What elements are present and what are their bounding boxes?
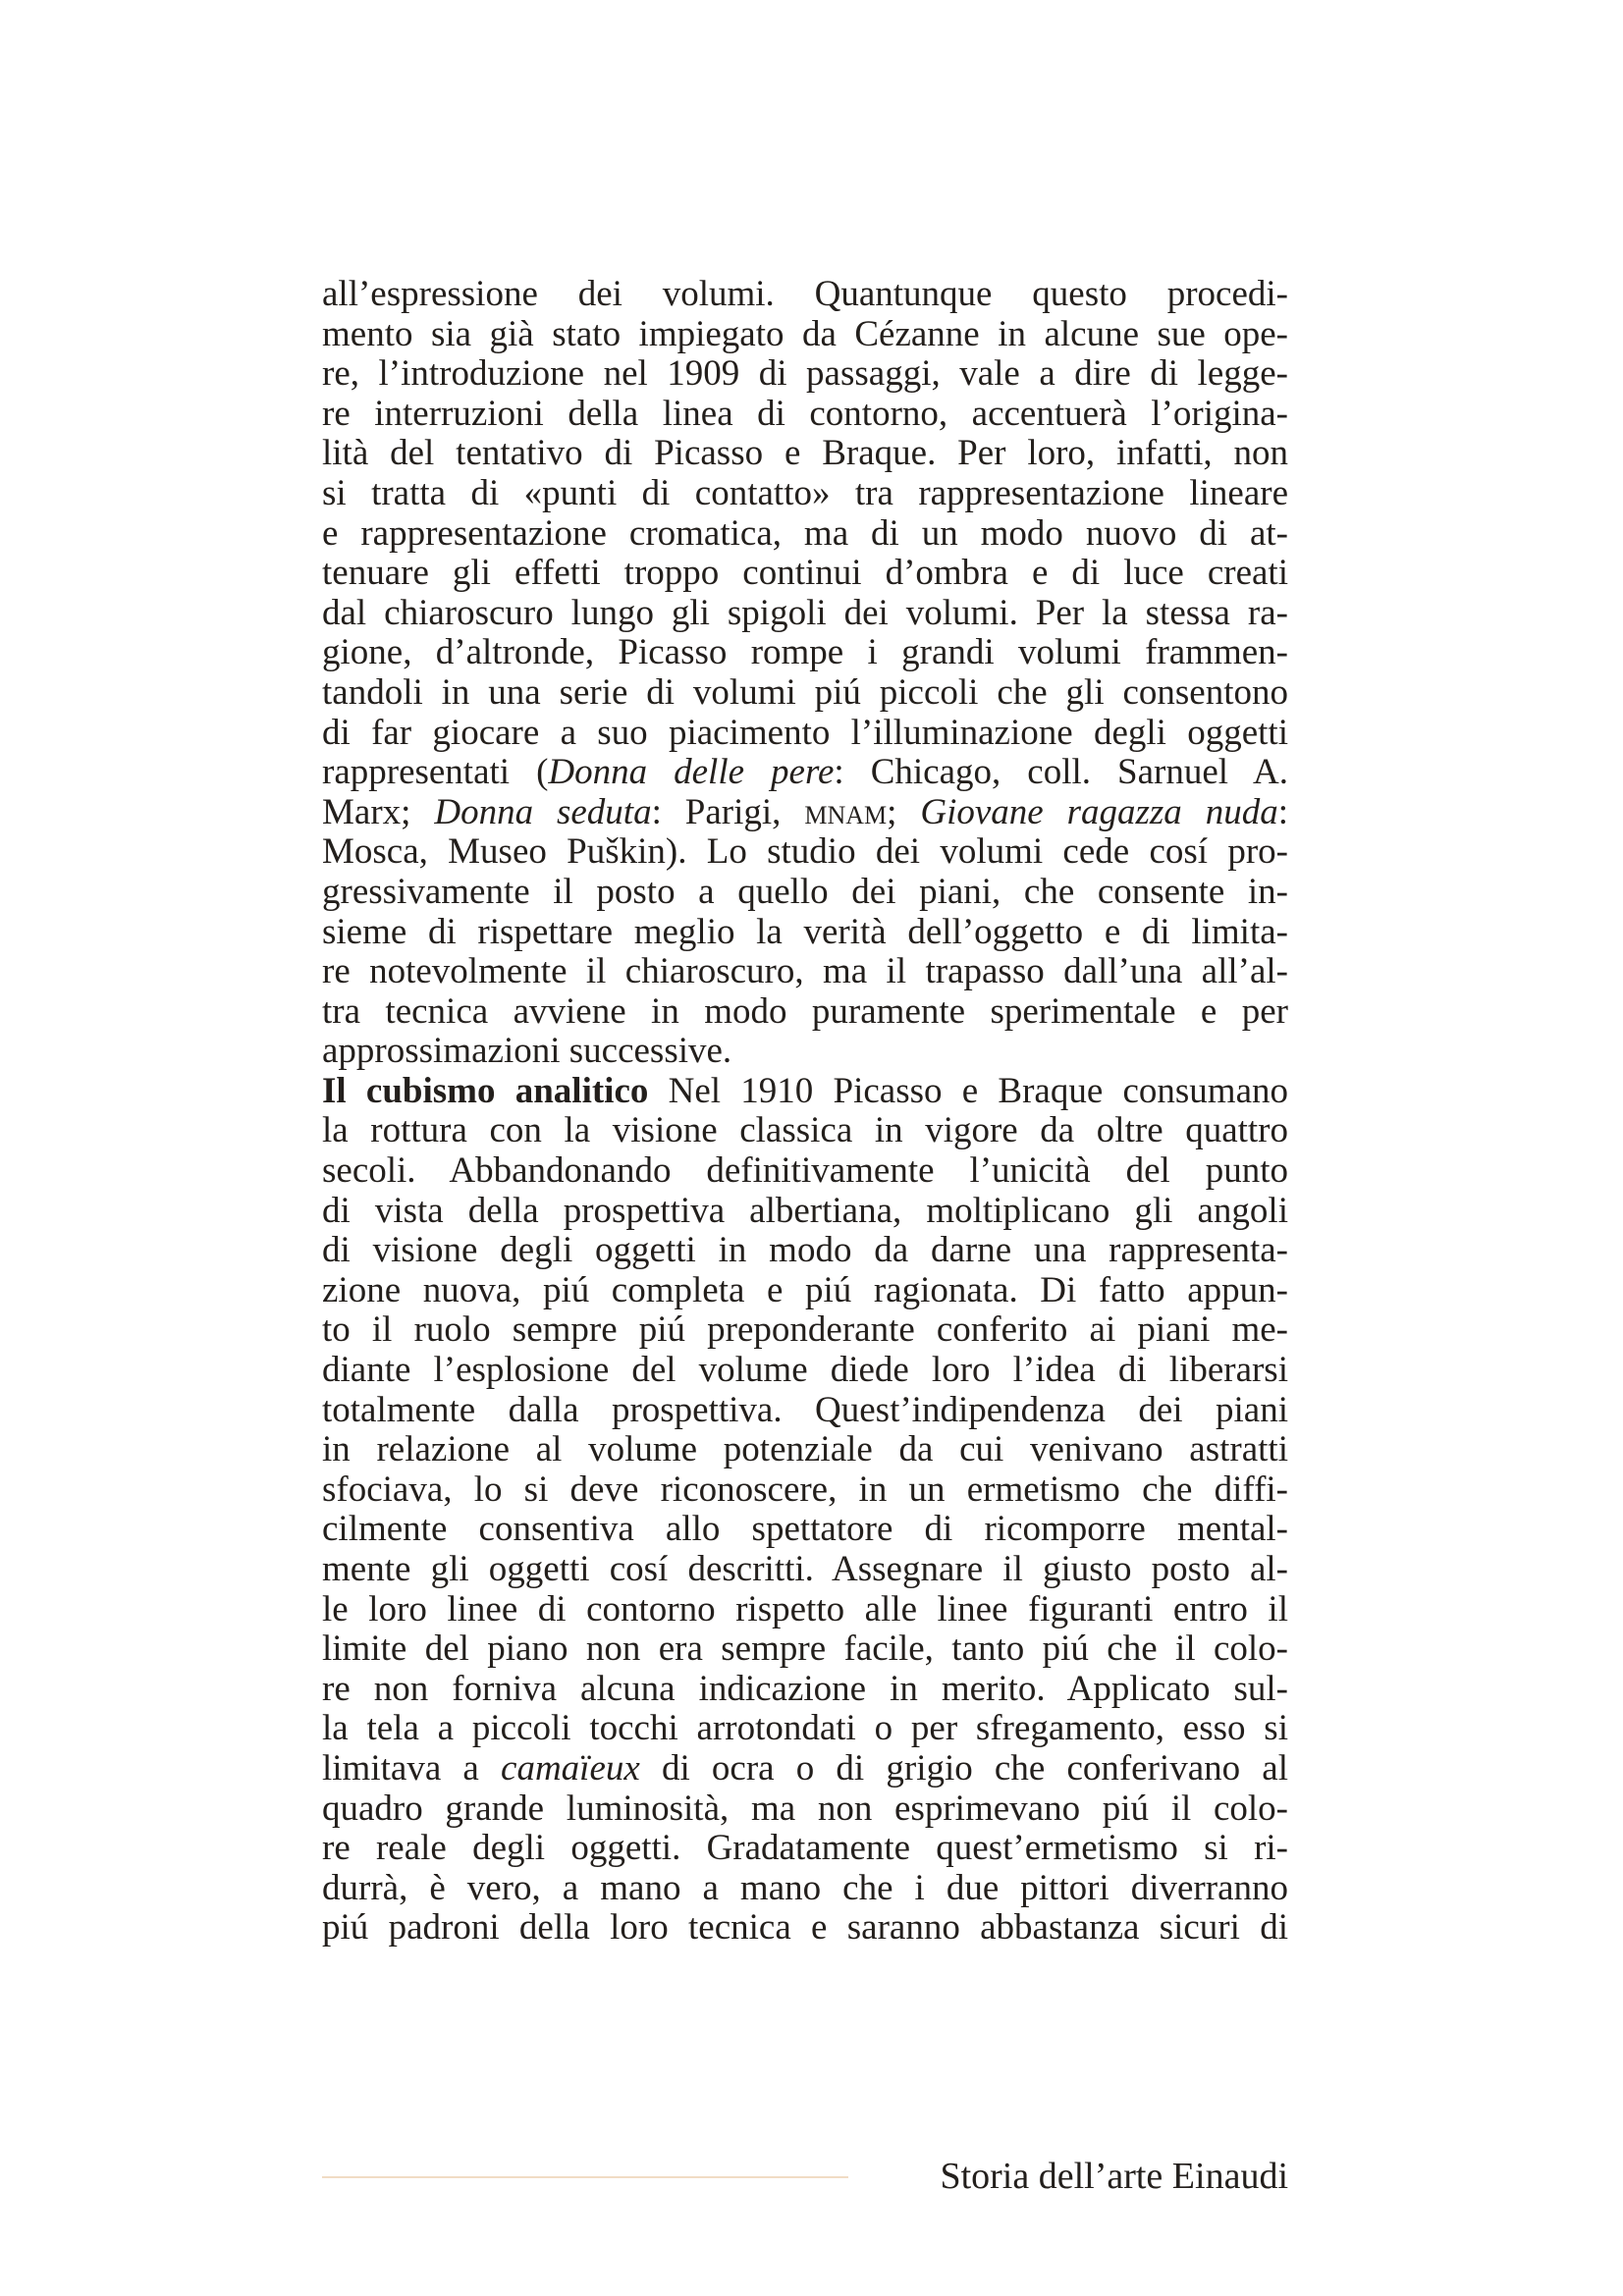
text-segment: to il ruolo sempre piú preponderante conferito ai piani me- [322, 1309, 1288, 1351]
text-segment: la tela a piccoli tocchi arrotondati o per sfregamento, esso si [322, 1708, 1288, 1749]
text-line [322, 992, 1288, 1033]
text-segment: Marx; [322, 791, 435, 832]
small-caps-text: mnam [804, 791, 888, 832]
text-line [322, 594, 1288, 634]
text-segment: le loro linee di contorno rispetto alle linee figuranti entro il [322, 1588, 1288, 1629]
text-line [322, 1032, 1288, 1072]
text-segment: e rappresentazione cromatica, ma di un modo nuovo di at- [322, 512, 1288, 554]
text-segment: gressivamente il posto a quello dei piani, che consente in- [322, 871, 1288, 912]
text-line [322, 1151, 1288, 1192]
text-segment: diante l’esplosione del volume diede loro l’idea di liberarsi [322, 1350, 1288, 1391]
text-segment: zione nuova, piú completa e piú ragionata. Di fatto appun- [322, 1269, 1288, 1310]
text-segment: dal chiaroscuro lungo gli spigoli dei volumi. Per la stessa ra- [322, 592, 1288, 633]
text-line [322, 1271, 1288, 1311]
text-segment: sfociava, lo si deve riconoscere, in un ermetismo che diffi- [322, 1468, 1288, 1510]
text-segment: durrà, è vero, a mano a mano che i due pittori diverranno [322, 1867, 1288, 1908]
text-line [322, 1749, 1288, 1789]
text-line [322, 1192, 1288, 1232]
text-line [322, 1351, 1288, 1391]
text-line [322, 1670, 1288, 1710]
text-line [322, 873, 1288, 913]
text-line [322, 395, 1288, 435]
text-segment: tra tecnica avviene in modo puramente sperimentale e per [322, 990, 1288, 1032]
text-line [322, 753, 1288, 793]
text-segment: limite del piano non era sempre facile, tanto piú che il colo- [322, 1629, 1288, 1670]
text-segment: re, l’introduzione nel 1909 di passaggi, vale a dire di legge- [322, 353, 1288, 395]
text-segment: totalmente dalla prospettiva. Quest’indipendenza dei piani [322, 1389, 1288, 1430]
text-line [322, 1629, 1288, 1670]
text-line [322, 1829, 1288, 1869]
text-line [322, 554, 1288, 594]
text-segment: re notevolmente il chiaroscuro, ma il trapasso dall’una all’al- [322, 951, 1288, 992]
text-line [322, 832, 1288, 873]
text-segment: gione, d’altronde, Picasso rompe i grandi volumi frammen- [322, 632, 1288, 673]
text-segment: piú padroni della loro tecnica e saranno abbastanza sicuri di [322, 1907, 1288, 1949]
text-segment: re interruzioni della linea di contorno, accentuerà l’origina- [322, 393, 1288, 434]
text-segment: sieme di rispettare meglio la verità dell’oggetto e di limita- [322, 911, 1288, 952]
text-line [322, 514, 1288, 555]
text-line [322, 673, 1288, 714]
text-segment: lità del tentativo di Picasso e Braque. Per loro, infatti, non [322, 433, 1288, 474]
text-line [322, 1111, 1288, 1151]
text-line [322, 1391, 1288, 1431]
text-line [322, 1231, 1288, 1271]
text-segment: la rottura con la visione classica in vigore da oltre quattro [322, 1110, 1288, 1151]
body-text [322, 275, 1288, 1949]
text-segment: : [1277, 791, 1288, 832]
text-segment: : Chicago, coll. Sarnuel A. [834, 752, 1288, 793]
text-segment: : Parigi, [651, 791, 805, 832]
text-segment: cilmente consentiva allo spettatore di ricomporre mental- [322, 1509, 1288, 1550]
text-segment: tandoli in una serie di volumi piú piccoli che gli consentono [322, 671, 1288, 713]
text-line [322, 1510, 1288, 1550]
text-segment: Mosca, Museo Puškin). Lo studio dei volumi cede cosí pro- [322, 831, 1288, 873]
text-segment: quadro grande luminosità, ma non esprimevano piú il colo- [322, 1788, 1288, 1829]
text-line [322, 1908, 1288, 1949]
text-line [322, 275, 1288, 315]
text-segment: re non forniva alcuna indicazione in merito. Applicato sul- [322, 1668, 1288, 1709]
text-line [322, 913, 1288, 953]
text-line [322, 1470, 1288, 1511]
text-line [322, 1869, 1288, 1909]
text-segment: secoli. Abbandonando definitivamente l’unicità del punto [322, 1150, 1288, 1192]
text-line [322, 1709, 1288, 1749]
text-segment: in relazione al volume potenziale da cui venivano astratti [322, 1429, 1288, 1470]
text-segment: Nel 1910 Picasso e Braque consumano [648, 1070, 1288, 1111]
text-segment: re reale degli oggetti. Gradatamente quest’ermetismo si ri- [322, 1828, 1288, 1869]
text-segment: approssimazioni successive. [322, 1031, 732, 1072]
text-line [322, 1072, 1288, 1112]
text-segment: mento sia già stato impiegato da Cézanne in alcune sue ope- [322, 313, 1288, 354]
text-line [322, 315, 1288, 355]
text-segment: tenuare gli effetti troppo continui d’ombra e di luce creati [322, 553, 1288, 594]
italic-text: camaïeux [501, 1747, 640, 1789]
text-line [322, 714, 1288, 754]
footer-rule [322, 2176, 848, 2178]
text-line [322, 1789, 1288, 1830]
text-segment: di far giocare a suo piacimento l’illuminazione degli oggetti [322, 712, 1288, 753]
footer-title: Storia dell’arte Einaudi [940, 2156, 1288, 2197]
text-line [322, 474, 1288, 514]
text-segment: di visione degli oggetti in modo da darne una rappresenta- [322, 1230, 1288, 1271]
text-line [322, 1430, 1288, 1470]
text-segment: di vista della prospettiva albertiana, moltiplicano gli angoli [322, 1190, 1288, 1231]
text-segment: si tratta di «punti di contatto» tra rappresentazione lineare [322, 472, 1288, 513]
text-line [322, 1590, 1288, 1630]
text-line [322, 793, 1288, 833]
text-line [322, 633, 1288, 673]
italic-text: Donna seduta [434, 791, 652, 832]
text-segment: di ocra o di grigio che conferivano al [639, 1747, 1289, 1789]
text-line [322, 1310, 1288, 1351]
text-segment: mente gli oggetti cosí descritti. Assegnare il giusto posto al- [322, 1549, 1288, 1589]
italic-text: Donna delle pere [548, 752, 835, 793]
text-line [322, 434, 1288, 474]
section-heading: Il cubismo analitico [322, 1070, 649, 1111]
text-segment: limitava a [322, 1747, 502, 1789]
text-line [322, 354, 1288, 395]
text-line [322, 952, 1288, 992]
text-segment: all’espressione dei volumi. Quantunque questo procedi- [322, 274, 1288, 314]
text-segment: ; [887, 791, 921, 832]
text-segment: rappresentati ( [322, 752, 549, 793]
text-line [322, 1550, 1288, 1590]
italic-text: Giovane ragazza nuda [920, 791, 1278, 832]
